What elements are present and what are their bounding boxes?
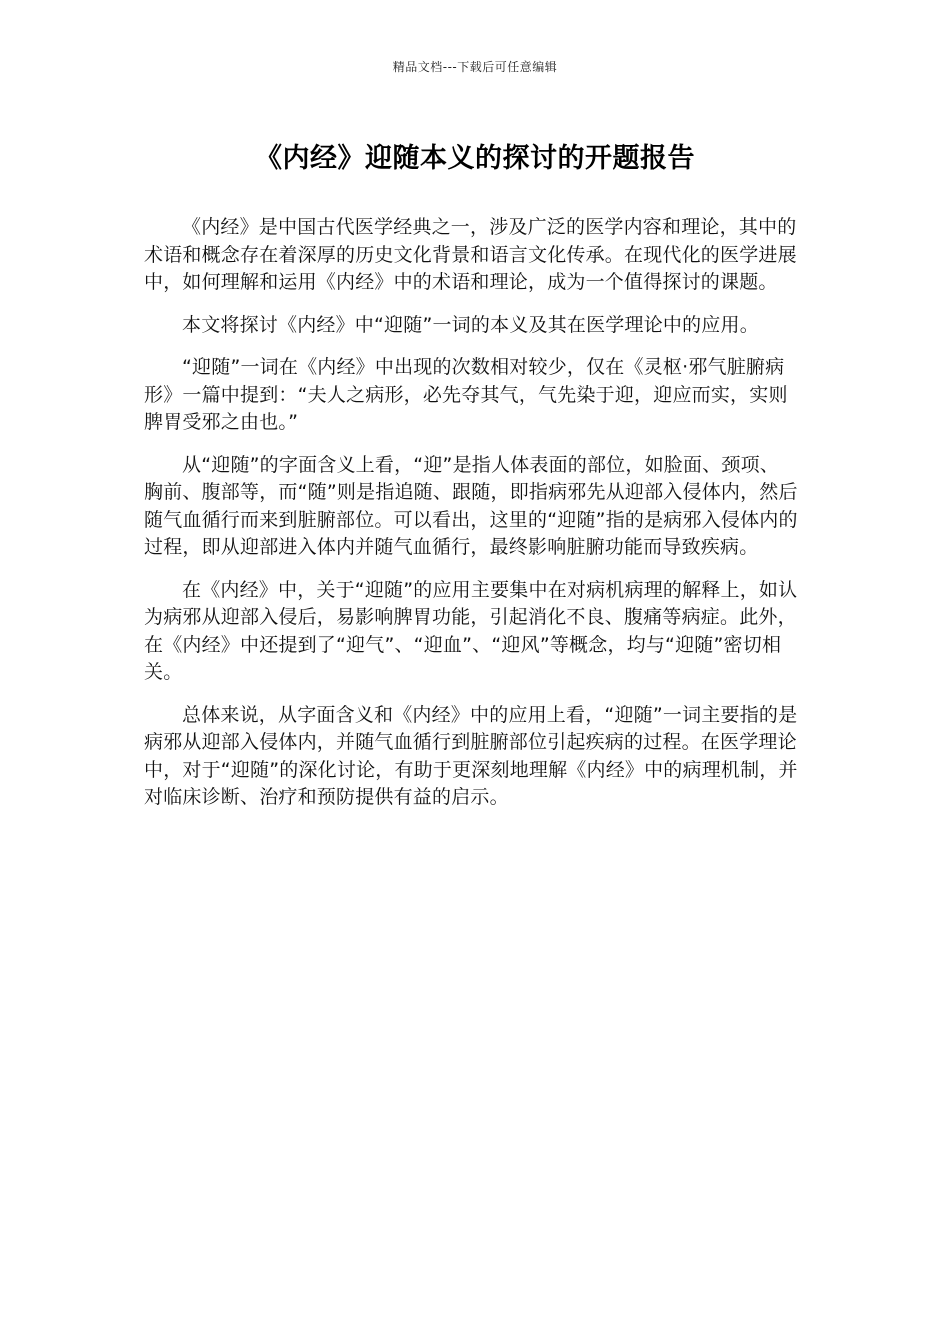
document-title: 《内经》迎随本义的探讨的开题报告 (255, 143, 695, 174)
paragraph-1: 《内经》是中国古代医学经典之一，涉及广泛的医学内容和理论，其中的术语和概念存在着深厚的历史文化背景和语言文化传承。在现代化的医学进展中，如何理解和运用《内经》中的术语和理论，成为一个值得探讨的课题。 (144, 216, 797, 293)
header-note: 精品文档---下载后可任意编辑 (392, 60, 558, 74)
paragraph-3: “迎随”一词在《内经》中出现的次数相对较少，仅在《灵枢·邪气脏腑病形》一篇中提到：“夫人之病形，必先夺其气，气先染于迎，迎应而实，实则脾胃受邪之由也。” (144, 356, 788, 433)
document-body (144, 214, 798, 827)
paragraph-6: 总体来说，从字面含义和《内经》中的应用上看，“迎随”一词主要指的是病邪从迎部入侵体内，并随气血循行到脏腑部位引起疾病的过程。在医学理论中，对于“迎随”的深化讨论，有助于更深刻地理解《内经》中的病理机制，并对临床诊断、治疗和预防提供有益的启示。 (144, 703, 798, 808)
paragraph-5: 在《内经》中，关于“迎随”的应用主要集中在对病机病理的解释上，如认为病邪从迎部入侵后，易影响脾胃功能，引起消化不良、腹痛等病症。此外，在《内经》中还提到了“迎气”、“迎血”、“迎风”等概念，均与“迎随”密切相关。 (144, 578, 798, 683)
paragraph-4: 从“迎随”的字面含义上看，“迎”是指人体表面的部位，如脸面、颈项、胸前、腹部等，而“随”则是指追随、跟随，即指病邪先从迎部入侵体内，然后随气血循行而来到脏腑部位。可以看出，这里的“迎随”指的是病邪入侵体内的过程，即从迎部进入体内并随气血循行，最终影响脏腑功能而导致疾病。 (144, 453, 798, 558)
paragraph-2: 本文将探讨《内经》中“迎随”一词的本义及其在医学理论中的应用。 (182, 313, 759, 336)
